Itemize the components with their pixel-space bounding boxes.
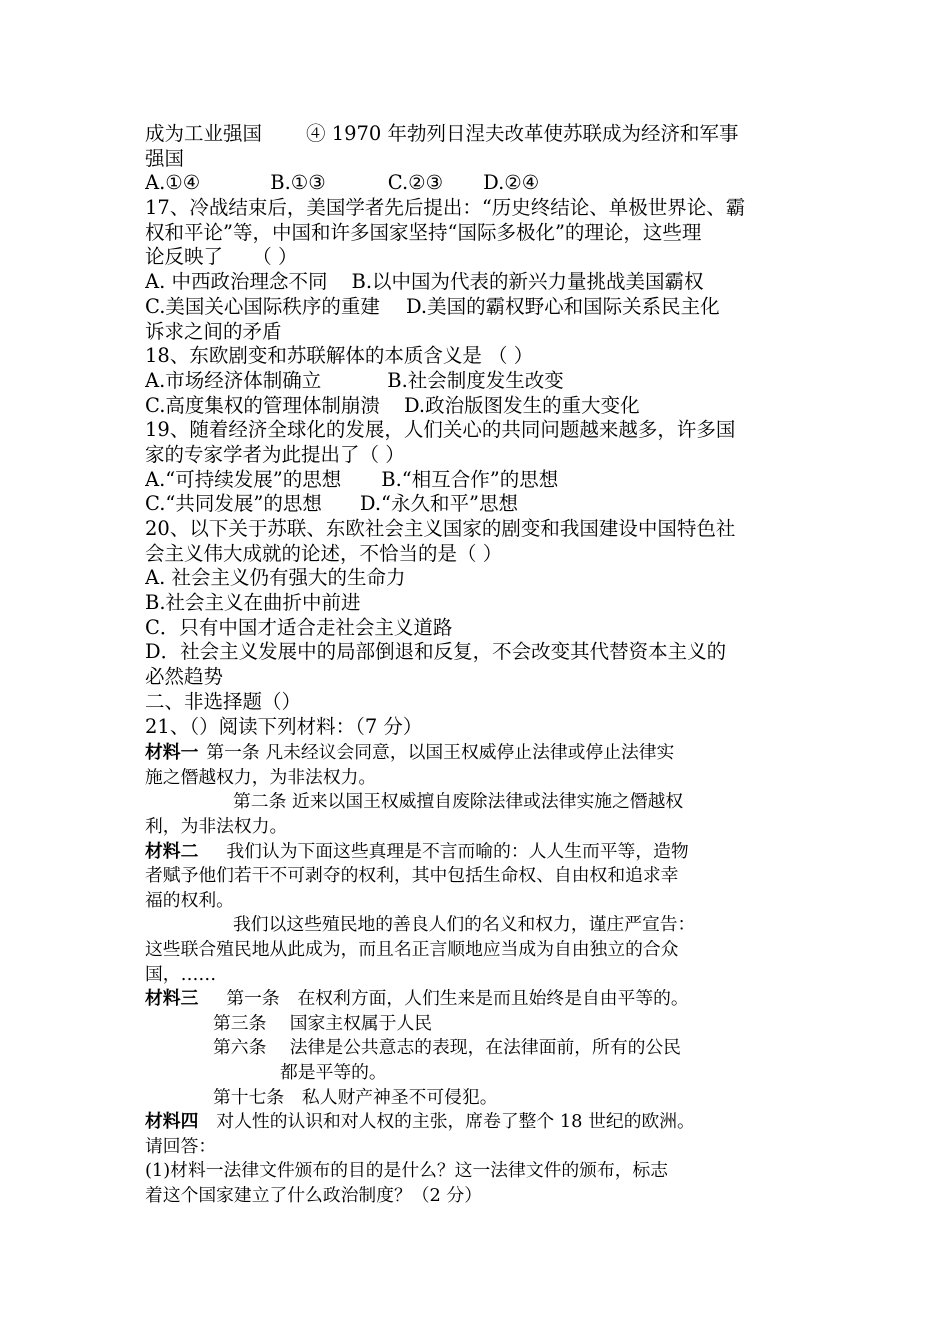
question-1: (1)材料一法律文件颁布的目的是什么？这一法律文件的颁布，标志: [145, 1160, 669, 1182]
text-line: 这些联合殖民地从此成为，而且名正言顺地应当成为自由独立的合众: [145, 938, 679, 960]
text-line: 福的权利。: [145, 889, 234, 911]
q18-options: A.市场经济体制确立 B.社会制度发生改变: [145, 368, 564, 392]
text-line: 国，……: [145, 963, 217, 985]
q19-stem: 家的专家学者为此提出了（ ）: [145, 442, 405, 466]
text-line: 施之僭越权力，为非法权力。: [145, 766, 377, 788]
material-label: 材料四: [145, 1111, 199, 1133]
q21-stem: 21、（）阅读下列材料：（7 分）: [145, 714, 423, 738]
text-line: 第十七条 私人财产神圣不可侵犯。: [213, 1086, 498, 1108]
material-3: 材料三 第一条 在权利方面，人们生来是而且始终是自由平等的。: [145, 988, 689, 1010]
q20-option: D．社会主义发展中的局部倒退和反复，不会改变其代替资本主义的: [145, 640, 727, 664]
text-line: 诉求之间的矛盾: [145, 319, 282, 343]
q17-options: A. 中西政治理念不同 B.以中国为代表的新兴力量挑战美国霸权: [145, 270, 704, 294]
material-label: 材料三: [145, 988, 199, 1010]
q17-stem: 权和平论”等，中国和许多国家坚持“国际多极化”的理论，这些理: [145, 220, 702, 244]
text-line: 第三条 国家主权属于人民: [213, 1012, 433, 1034]
q18-options: C.高度集权的管理体制崩溃 D.政治版图发生的重大变化: [145, 393, 640, 417]
q19-options: C.“共同发展”的思想 D.“永久和平”思想: [145, 492, 518, 516]
material-4: 材料四 对人性的认识和对人权的主张，席卷了整个 18 世纪的欧洲。: [145, 1111, 695, 1133]
text-line: 利，为非法权力。: [145, 815, 288, 837]
q19-stem: 19、随着经济全球化的发展，人们关心的共同问题越来越多，许多国: [145, 418, 736, 442]
section-heading: 二、非选择题（）: [145, 689, 302, 713]
material-label: 材料一: [145, 742, 199, 764]
question-1: 着这个国家建立了什么政治制度？（2 分）: [145, 1184, 483, 1206]
text-line: 强国: [145, 146, 185, 170]
text-line: 第二条 近来以国王权威擅自废除法律或法律实施之僭越权: [233, 791, 684, 813]
q20-stem: 会主义伟大成就的论述，不恰当的是（ ）: [145, 541, 503, 565]
text-line: 请回答：: [145, 1135, 217, 1157]
q18-stem: 18、东欧剧变和苏联解体的本质含义是 （ ）: [145, 344, 534, 368]
material-label: 材料二: [145, 840, 199, 862]
q17-stem: 论反映了 （ ）: [145, 245, 298, 269]
material-1: 材料一 第一条 凡未经议会同意，以国王权威停止法律或停止法律实: [145, 742, 675, 764]
text-line: 我们以这些殖民地的善良人们的名义和权力，谨庄严宣告：: [233, 914, 696, 936]
q20-option: B.社会主义在曲折中前进: [145, 591, 361, 615]
q17-stem: 17、冷战结束后，美国学者先后提出：“历史终结论、单极世界论、霸: [145, 196, 746, 220]
q20-stem: 20、以下关于苏联、东欧社会主义国家的剧变和我国建设中国特色社: [145, 517, 736, 540]
text-line: 者赋予他们若干不可剥夺的权利，其中包括生命权、自由权和追求幸: [145, 865, 679, 887]
exam-page: [145, 122, 810, 1208]
text-line: 必然趋势: [145, 665, 224, 689]
q16-options: A.①④ B.①③ C.②③ D.②④: [145, 171, 540, 195]
q19-options: A.“可持续发展”的思想 B.“相互合作”的思想: [145, 467, 559, 491]
q17-options: C.美国关心国际秩序的重建 D.美国的霸权野心和国际关系民主化: [145, 294, 720, 318]
text-line: 成为工业强国 ④ 1970 年勃列日涅夫改革使苏联成为经济和军事: [145, 122, 739, 145]
q20-option: A. 社会主义仍有强大的生命力: [145, 566, 406, 590]
text-line: 都是平等的。: [280, 1061, 387, 1083]
text-line: 第六条 法律是公共意志的表现，在法律面前，所有的公民: [213, 1037, 681, 1059]
material-2: 材料二 我们认为下面这些真理是不言而喻的：人人生而平等，造物: [145, 840, 689, 862]
q20-option: C．只有中国才适合走社会主义道路: [145, 615, 453, 639]
